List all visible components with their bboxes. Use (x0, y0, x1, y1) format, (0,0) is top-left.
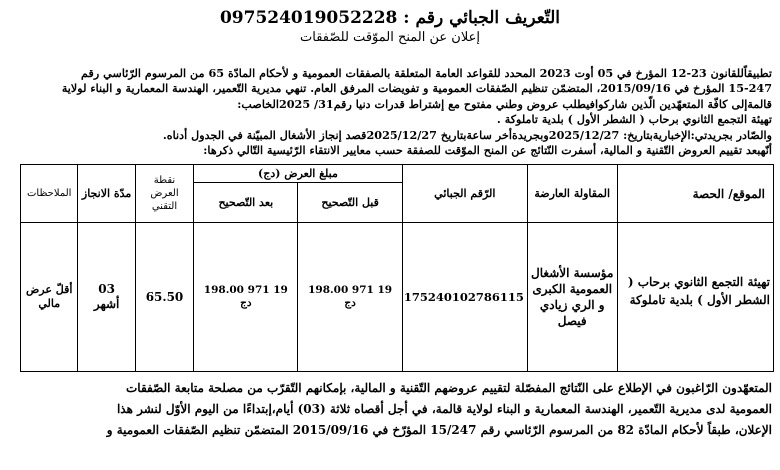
header-site: الموقع/ الحصة (617, 165, 773, 223)
cell-tax-id: 175240102786115 (402, 223, 527, 372)
cell-amount-before (298, 223, 402, 372)
intro-paragraph (10, 66, 772, 158)
header-before-correction: قبل التّصحيح (298, 183, 402, 223)
header-after-correction: بعد التّصحيح (194, 183, 298, 223)
header-tax-id: الرّقم الجبائي (402, 165, 527, 223)
header-technical-score: نقطة العرض التقني (135, 165, 193, 223)
footer-line: العمومية لدى مديرية التّعمير، الهندسة المعمارية و البناء لولاية قالمة، في أجل أقصاه ثلاثة (03) أيام،إبتداءًا من اليوم الأوّل لنشر هذا (116, 402, 772, 416)
amount-after-unit: دج (240, 297, 252, 309)
cell-technical-score: 65.50 (135, 223, 193, 372)
intro-line: أنّهبعد تقييم العروض التّقنية و المالية، أسفرت النّتائج عن المنح الموّقت للصفقة حسب معايير الانتقاء الرّئيسية التّالي ذكرها: (203, 143, 772, 158)
footer-line: الإعلان، طبقاً لأحكام المادّة 82 من المرسوم الرّئاسي رقم 15/247 المؤرّخ في 2015/09/16 المتضمّن تنظيم الصّفقات العمومية و (106, 423, 772, 437)
amount-before-unit: دج (344, 297, 356, 309)
intro-line: قالمةإلى كافّة المتعهّدين الّذين شاركوافيطلب عروض وطني مفتوح مع إشتراط قدرات دنيا رقم31/ 2025الخاصب: (237, 96, 772, 111)
header-notes: الملاحظات (21, 165, 78, 223)
announcement-subtitle: إعلان عن المنح الموّقت للصّفقات (300, 30, 480, 45)
intro-line: والصّادر بجريدتي:الإخباريةبتاريخ: 2025/12/27وبجريدةأخر ساعةبتاريخ 2025/12/27قصد إنجاز الأشغال المبيّنة في الجدول أدناه. (162, 127, 772, 142)
amount-after-value: 19 971 198.00 (203, 284, 288, 296)
amount-before-value: 19 971 198.00 (308, 284, 393, 296)
footer-paragraph (10, 378, 772, 441)
cell-notes: أقلّ عرض مالي (21, 223, 78, 372)
header-amount-group: مبلغ العرض (دج) (194, 165, 403, 183)
intro-line: تهيئة التجمع الثانوي برحاب ( الشطر الأول ) بلدية تاملوكة . (496, 112, 772, 127)
duration-unit: أشهر (93, 297, 120, 311)
cell-duration (78, 223, 135, 372)
cell-firm: مؤسسة الأشغال العمومية الكبرى و الري زيادي فيصل (527, 223, 617, 372)
intro-line: تطبيقاًللقانون 23-12 المؤرخ في 05 أوت 2023 المحدد للقواعد العامة المتعلقة بالصفقات العمومية و لأحكام المادّة 65 من المرسوم الرّئاسي رقم (81, 66, 772, 80)
tax-id-title: التّعريف الجبائي رقم : 097524019052228 (219, 8, 561, 28)
award-results-table (20, 164, 774, 372)
header-duration: مدّة الانجاز (78, 165, 135, 223)
cell-site: تهيئة التجمع الثانوي برحاب ( الشطر الأول ) بلدية تاملوكة (617, 223, 773, 372)
footer-line: المتعهّدون الرّاغبون في الإطلاع على النّتائج المفصّلة لتقييم عروضهم التّقنية و المالية، بإمكانهم التّقرّب من مصلحة متابعة الصّفقات (125, 381, 772, 395)
header-firm: المقاولة العارضة (527, 165, 617, 223)
intro-line: 15-247 المؤرخ في 2015/09/16، المتضمّن تنظيم الصّفقات العمومية و تفويضات المرفق العام. تنهي مديرية التّعمير، الهندسة المعمارية و البناء لولاية (61, 81, 772, 96)
table-row (21, 223, 774, 372)
cell-amount-after (194, 223, 298, 372)
duration-value: 03 (98, 282, 115, 296)
